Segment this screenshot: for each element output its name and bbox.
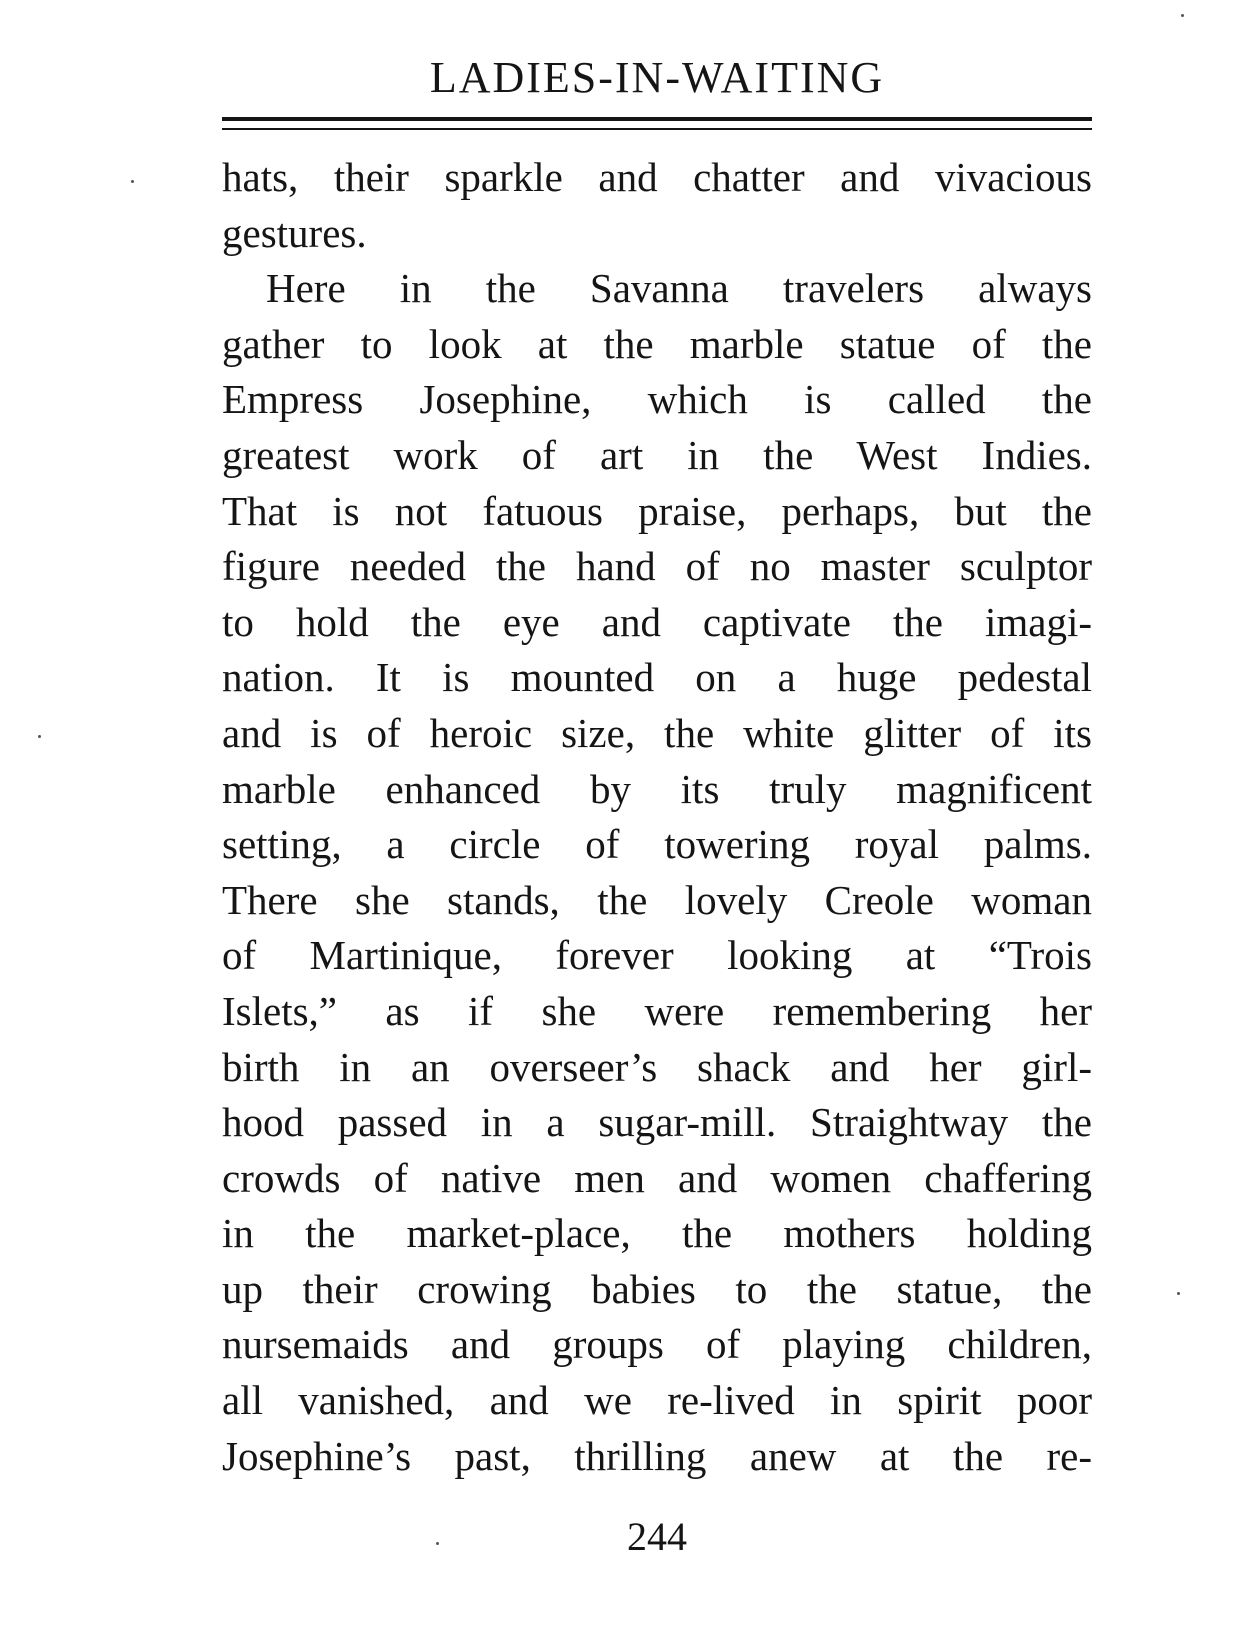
text-line: marble enhanced by its truly magnificent bbox=[222, 765, 1092, 812]
text-line: hood passed in a sugar-mill. Straightway the bbox=[222, 1099, 1092, 1146]
text-line: and is of heroic size, the white glitter of its bbox=[222, 709, 1092, 756]
running-head: LADIES-IN-WAITING bbox=[429, 53, 885, 102]
paper-speck bbox=[131, 180, 134, 183]
paper-speck bbox=[1177, 1292, 1180, 1295]
paper-speck bbox=[436, 1542, 439, 1545]
text-line: of Martinique, forever looking at “Trois bbox=[222, 932, 1092, 979]
text-line: Here in the Savanna travelers always bbox=[266, 265, 1092, 312]
text-line: nation. It is mounted on a huge pedestal bbox=[222, 654, 1092, 701]
text-line: There she stands, the lovely Creole woman bbox=[222, 876, 1092, 923]
text-line: all vanished, and we re-lived in spirit poor bbox=[222, 1377, 1092, 1424]
text-line: setting, a circle of towering royal palms. bbox=[222, 821, 1092, 868]
text-line: That is not fatuous praise, perhaps, but the bbox=[222, 487, 1092, 534]
page-number: 244 bbox=[627, 1514, 687, 1559]
text-line: gestures. bbox=[222, 209, 367, 256]
text-line: birth in an overseer’s shack and her girl- bbox=[222, 1043, 1092, 1090]
text-line: gather to look at the marble statue of the bbox=[222, 320, 1092, 367]
text-line: Empress Josephine, which is called the bbox=[222, 376, 1092, 423]
paper-speck bbox=[38, 735, 41, 738]
text-line: up their crowing babies to the statue, the bbox=[222, 1265, 1092, 1312]
header-rule-thin bbox=[222, 128, 1092, 130]
paper-speck bbox=[1181, 14, 1184, 17]
text-line: in the market-place, the mothers holding bbox=[222, 1210, 1092, 1257]
header-rule-thick bbox=[222, 117, 1092, 121]
text-line: to hold the eye and captivate the imagi- bbox=[222, 598, 1092, 645]
body-text bbox=[222, 150, 1092, 1484]
text-line: figure needed the hand of no master sculptor bbox=[222, 543, 1092, 590]
text-line: Islets,” as if she were remembering her bbox=[222, 987, 1092, 1034]
text-line: Josephine’s past, thrilling anew at the re- bbox=[222, 1432, 1092, 1479]
text-line: crowds of native men and women chaffering bbox=[222, 1154, 1092, 1201]
text-line: greatest work of art in the West Indies. bbox=[222, 431, 1092, 478]
text-line: hats, their sparkle and chatter and vivacious bbox=[222, 154, 1092, 200]
text-line: nursemaids and groups of playing children, bbox=[222, 1321, 1092, 1368]
